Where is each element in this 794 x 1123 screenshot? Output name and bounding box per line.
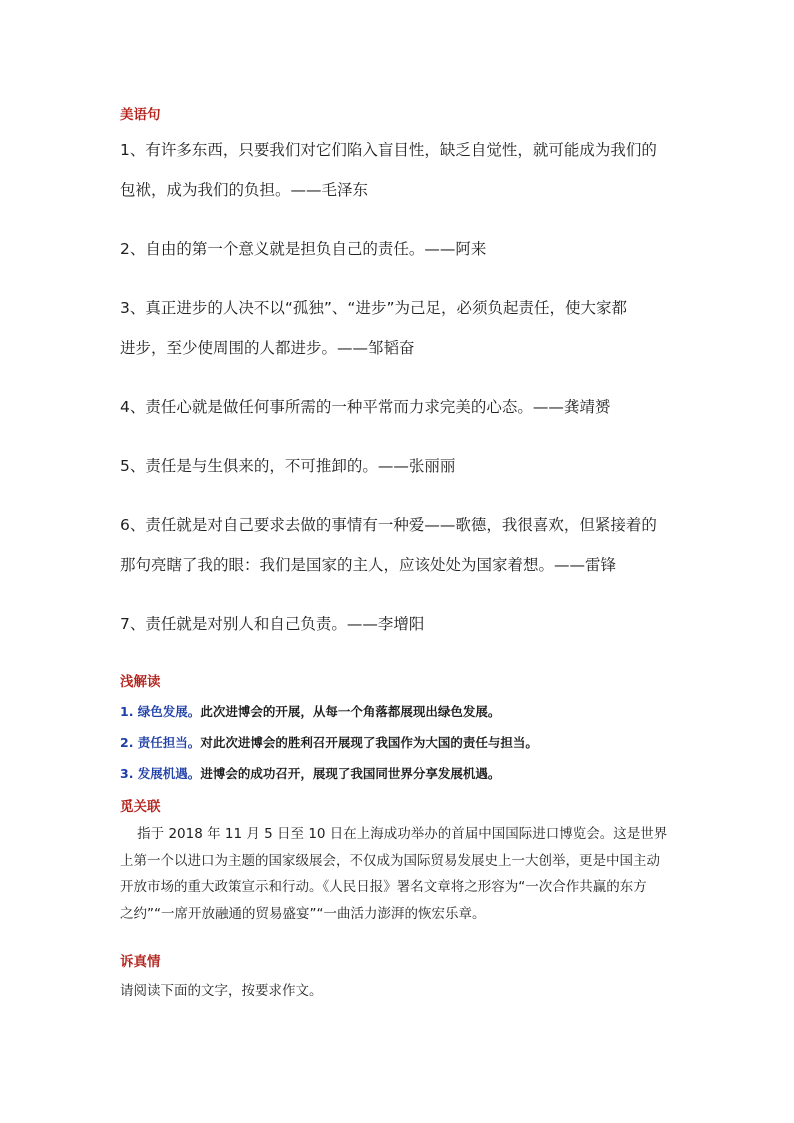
writing-heading: 诉真情 (120, 954, 161, 970)
analysis-point-1-title: 1. 绿色发展。 (120, 704, 201, 719)
quote-1-line-2: 包袱，成为我们的负担。——毛泽东 (120, 181, 369, 199)
quote-4-line-1: 4、责任心就是做任何事所需的一种平常而力求完美的心态。——龚靖赟 (120, 398, 611, 416)
analysis-point-3-title: 3. 发展机遇。 (120, 766, 201, 781)
background-line-3: 开放市场的重大政策宣示和行动。《人民日报》署名文章将之形容为“一次合作共赢的东方 (120, 879, 647, 895)
background-line-4: 之约”“一席开放融通的贸易盛宴”“一曲活力澎湃的恢宏乐章。 (120, 906, 486, 922)
background-line-1: 指于 2018 年 11 月 5 日至 10 日在上海成功举办的首届中国国际进口博览会。这是世界 (120, 826, 668, 842)
analysis-heading: 浅解读 (120, 674, 161, 690)
background-line-2: 上第一个以进口为主题的国家级展会，不仅成为国际贸易发展史上一大创举，更是中国主动 (120, 853, 660, 869)
quote-5-line-1: 5、责任是与生俱来的，不可推卸的。——张丽丽 (120, 457, 456, 475)
quote-3-line-2: 进步，至少使周围的人都进步。——邹韬奋 (120, 339, 415, 357)
analysis-point-2 (120, 733, 538, 751)
quote-3-line-1: 3、真正进步的人决不以“孤独”、“进步”为己足，必须负起责任，使大家都 (120, 299, 627, 317)
quote-6-line-2: 那句亮瞎了我的眼：我们是国家的主人，应该处处为国家着想。——雷锋 (120, 556, 617, 574)
quote-2-line-1: 2、自由的第一个意义就是担负自己的责任。——阿来 (120, 240, 487, 258)
analysis-point-2-title: 2. 责任担当。 (120, 735, 201, 750)
quote-7-line-1: 7、责任就是对别人和自己负责。——李增阳 (120, 615, 425, 633)
background-heading: 觅关联 (120, 799, 161, 815)
analysis-point-3-text: 进博会的成功召开，展现了我国同世界分享发展机遇。 (200, 766, 501, 781)
quote-1-line-1: 1、有许多东西，只要我们对它们陷入盲目性，缺乏自觉性，就可能成为我们的 (120, 141, 657, 159)
analysis-point-1 (120, 702, 500, 720)
analysis-point-2-text: 对此次进博会的胜利召开展现了我国作为大国的责任与担当。 (200, 735, 538, 750)
analysis-point-1-text: 此次进博会的开展，从每一个角落都展现出绿色发展。 (200, 704, 501, 719)
quote-6-line-1: 6、责任就是对自己要求去做的事情有一种爱——歌德，我很喜欢，但紧接着的 (120, 516, 657, 534)
quotes-heading: 美语句 (120, 107, 161, 123)
analysis-point-3 (120, 764, 500, 782)
writing-line-1: 请阅读下面的文字，按要求作文。 (120, 983, 323, 999)
